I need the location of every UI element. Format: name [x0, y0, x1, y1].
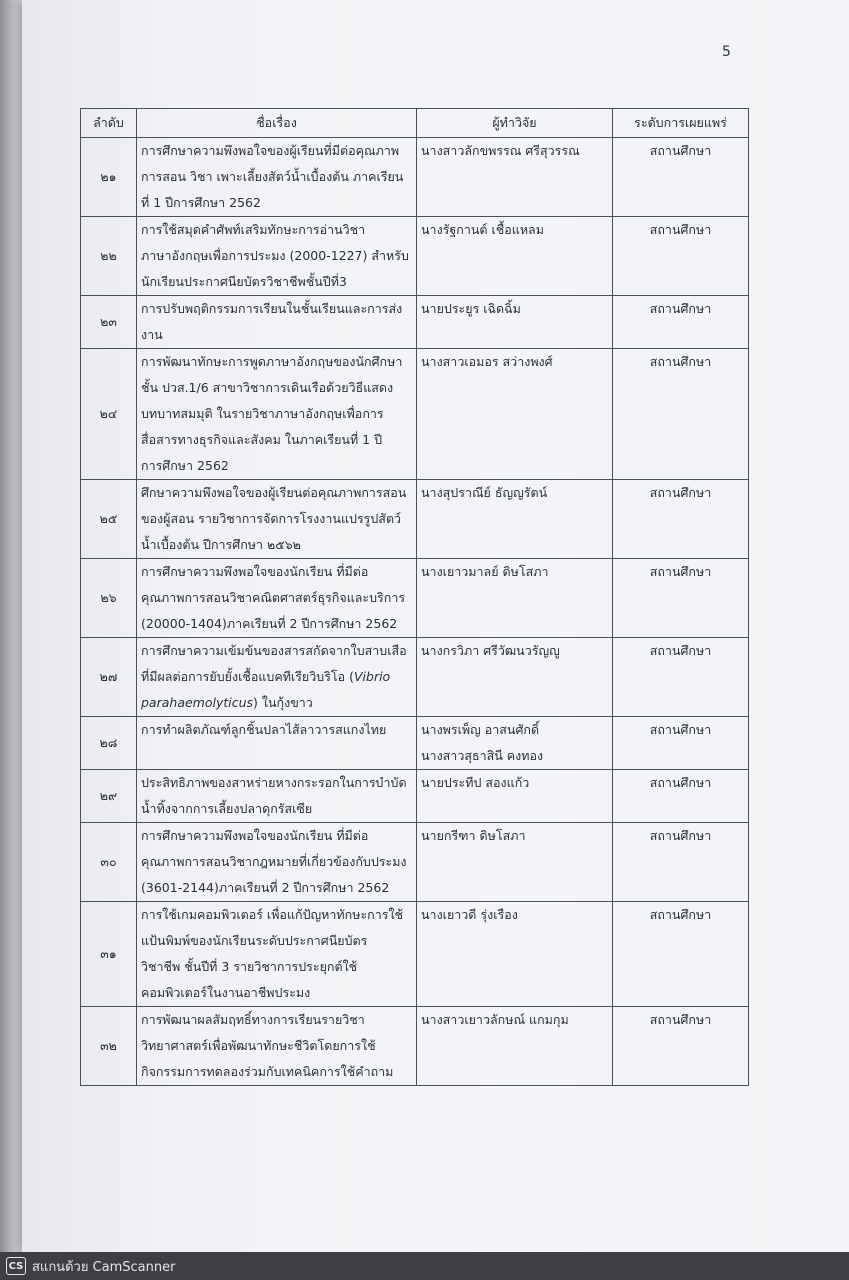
- publication-level: สถานศึกษา: [613, 480, 749, 559]
- researcher-line: นางสาวสุธาสินี คงทอง: [421, 748, 544, 763]
- publication-level: สถานศึกษา: [613, 559, 749, 638]
- table-row: [81, 296, 749, 349]
- researcher-line: นายกรีฑา ดิษโสภา: [421, 828, 526, 843]
- research-title: [137, 217, 417, 296]
- researcher-name: [417, 138, 613, 217]
- researcher-name: [417, 1007, 613, 1086]
- title-line: สื่อสารทางธุรกิจและสังคม ในภาคเรียนที่ 1 ปี: [141, 432, 383, 447]
- research-title: [137, 770, 417, 823]
- publication-level: สถานศึกษา: [613, 638, 749, 717]
- researcher-line: นางสาวเอมอร สว่างพงศ์: [421, 354, 553, 369]
- title-line: น้ำเบื้องต้น ปีการศึกษา ๒๕๖๒: [141, 537, 301, 552]
- table-header-row: [81, 109, 749, 138]
- title-line: กิจกรรมการทดลองร่วมกับเทคนิคการใช้คำถาม: [141, 1064, 394, 1079]
- researcher-name: [417, 902, 613, 1007]
- page-number: 5: [722, 44, 731, 60]
- title-line: (3601-2144)ภาคเรียนที่ 2 ปีการศึกษา 2562: [141, 880, 390, 895]
- title-line: (20000-1404)ภาคเรียนที่ 2 ปีการศึกษา 2562: [141, 616, 398, 631]
- title-line: การสอน วิชา เพาะเลี้ยงสัตว์น้ำเบื้องต้น ภาคเรียน: [141, 169, 404, 184]
- title-line: การใช้เกมคอมพิวเตอร์ เพื่อแก้ปัญหาทักษะการใช้: [141, 907, 404, 922]
- header-researcher: ผู้ทำวิจัย: [417, 109, 613, 138]
- title-line: ภาษาอังกฤษเพื่อการประมง (2000-1227) สำหรับ: [141, 248, 409, 263]
- table-row: [81, 217, 749, 296]
- row-number: ๒๓: [81, 296, 137, 349]
- title-line: ประสิทธิภาพของสาหร่ายหางกระรอกในการบำบัด: [141, 775, 407, 790]
- research-title: [137, 559, 417, 638]
- title-line: แป้นพิมพ์ของนักเรียนระดับประกาศนียบัตร: [141, 933, 368, 948]
- table-row: [81, 823, 749, 902]
- title-line: คุณภาพการสอนวิชาคณิตศาสตร์ธุรกิจและบริการ: [141, 590, 406, 605]
- title-line: น้ำทิ้งจากการเลี้ยงปลาดุกรัสเซีย: [141, 801, 313, 816]
- researcher-name: [417, 349, 613, 480]
- table-row: [81, 902, 749, 1007]
- research-title: [137, 638, 417, 717]
- title-line: การพัฒนาทักษะการพูดภาษาอังกฤษของนักศึกษา: [141, 354, 403, 369]
- research-table: [80, 108, 749, 1086]
- title-line: นักเรียนประกาศนียบัตรวิชาชีพชั้นปีที่3: [141, 274, 347, 289]
- title-line: ชั้น ปวส.1/6 สาขาวิชาการเดินเรือด้วยวิธีแสดง: [141, 380, 394, 395]
- title-line: คุณภาพการสอนวิชากฎหมายที่เกี่ยวข้องกับประมง: [141, 854, 407, 869]
- publication-level: สถานศึกษา: [613, 823, 749, 902]
- publication-level: สถานศึกษา: [613, 902, 749, 1007]
- header-no: ลำดับ: [81, 109, 137, 138]
- header-level: ระดับการเผยแพร่: [613, 109, 749, 138]
- publication-level: สถานศึกษา: [613, 349, 749, 480]
- row-number: ๒๒: [81, 217, 137, 296]
- scanner-footer: [0, 1252, 849, 1280]
- research-title: [137, 480, 417, 559]
- document-page: [22, 0, 849, 1252]
- row-number: ๒๘: [81, 717, 137, 770]
- header-title: ชื่อเรื่อง: [137, 109, 417, 138]
- researcher-name: [417, 638, 613, 717]
- research-title: [137, 138, 417, 217]
- research-title: [137, 1007, 417, 1086]
- table-row: [81, 638, 749, 717]
- publication-level: สถานศึกษา: [613, 296, 749, 349]
- row-number: ๒๙: [81, 770, 137, 823]
- publication-level: สถานศึกษา: [613, 770, 749, 823]
- title-line: การใช้สมุดคำศัพท์เสริมทักษะการอ่านวิชา: [141, 222, 366, 237]
- researcher-name: [417, 480, 613, 559]
- title-line: วิทยาศาสตร์เพื่อพัฒนาทักษะชีวิตโดยการใช้: [141, 1038, 376, 1053]
- title-line: บทบาทสมมุติ ในรายวิชาภาษาอังกฤษเพื่อการ: [141, 406, 384, 421]
- title-line: การศึกษาความพึงพอใจของนักเรียน ที่มีต่อ: [141, 828, 369, 843]
- row-number: ๒๑: [81, 138, 137, 217]
- title-line: การปรับพฤติกรรมการเรียนในชั้นเรียนและการส่ง: [141, 301, 403, 316]
- table-row: [81, 138, 749, 217]
- researcher-line: นางกรวิภา ศรีวัฒนวรัญญู: [421, 643, 560, 658]
- table-row: [81, 480, 749, 559]
- researcher-name: [417, 770, 613, 823]
- researcher-name: [417, 823, 613, 902]
- row-number: ๒๖: [81, 559, 137, 638]
- title-line: วิชาชีพ ชั้นปีที่ 3 รายวิชาการประยุกต์ใช้: [141, 959, 358, 974]
- publication-level: สถานศึกษา: [613, 217, 749, 296]
- title-line: การศึกษาความพึงพอใจของนักเรียน ที่มีต่อ: [141, 564, 369, 579]
- research-title: [137, 823, 417, 902]
- researcher-line: นายประยูร เฉิดฉิ้ม: [421, 301, 521, 316]
- title-line: ศึกษาความพึงพอใจของผู้เรียนต่อคุณภาพการสอน: [141, 485, 407, 500]
- table-row: [81, 559, 749, 638]
- researcher-line: นายประทีป สองแก้ว: [421, 775, 530, 790]
- research-title: [137, 296, 417, 349]
- row-number: ๓๐: [81, 823, 137, 902]
- researcher-name: [417, 217, 613, 296]
- row-number: ๒๔: [81, 349, 137, 480]
- table-row: [81, 717, 749, 770]
- title-line: ที่มีผลต่อการยับยั้งเชื้อแบคทีเรียวิบริโอ (Vibrio: [141, 669, 391, 684]
- title-line: การพัฒนาผลสัมฤทธิ์ทางการเรียนรายวิชา: [141, 1012, 365, 1027]
- table-row: [81, 770, 749, 823]
- row-number: ๒๗: [81, 638, 137, 717]
- table-body: [81, 138, 749, 1086]
- row-number: ๓๑: [81, 902, 137, 1007]
- title-line: การศึกษาความพึงพอใจของผู้เรียนที่มีต่อคุณภาพ: [141, 143, 400, 158]
- table-row: [81, 349, 749, 480]
- row-number: ๓๒: [81, 1007, 137, 1086]
- title-line: การศึกษาความเข้มข้นของสารสกัดจากใบสาบเสือ: [141, 643, 407, 658]
- title-line: การศึกษา 2562: [141, 458, 229, 473]
- research-title: [137, 349, 417, 480]
- researcher-name: [417, 559, 613, 638]
- research-title: [137, 717, 417, 770]
- title-line: parahaemolyticus) ในกุ้งขาว: [141, 695, 313, 710]
- title-line: ของผู้สอน รายวิชาการจัดการโรงงานแปรรูปสัตว์: [141, 511, 402, 526]
- researcher-line: นางเยาวดี รุ่งเรือง: [421, 907, 518, 922]
- researcher-line: นางสาวลักขพรรณ ศรีสุวรรณ: [421, 143, 580, 158]
- table-row: [81, 1007, 749, 1086]
- publication-level: สถานศึกษา: [613, 138, 749, 217]
- researcher-line: นางรัฐกานต์ เชื้อแหลม: [421, 222, 544, 237]
- research-title: [137, 902, 417, 1007]
- researcher-name: [417, 717, 613, 770]
- researcher-name: [417, 296, 613, 349]
- researcher-line: นางสุปราณีย์ ธัญญรัตน์: [421, 485, 548, 500]
- scanner-watermark-text: สแกนด้วย CamScanner: [32, 1259, 176, 1275]
- row-number: ๒๕: [81, 480, 137, 559]
- researcher-line: นางเยาวมาลย์ ดิษโสภา: [421, 564, 549, 579]
- title-line: คอมพิวเตอร์ในงานอาชีพประมง: [141, 985, 311, 1000]
- researcher-line: นางสาวเยาวลักษณ์ แกมกุม: [421, 1012, 569, 1027]
- title-line: การทำผลิตภัณฑ์ลูกชิ้นปลาไส้ลาวารสแกงไทย: [141, 722, 387, 737]
- publication-level: สถานศึกษา: [613, 717, 749, 770]
- camscanner-logo-icon: CS: [6, 1257, 26, 1275]
- researcher-line: นางพรเพ็ญ อาสนศักดิ์: [421, 722, 540, 737]
- title-line: ที่ 1 ปีการศึกษา 2562: [141, 195, 261, 210]
- title-line: งาน: [141, 327, 163, 342]
- publication-level: สถานศึกษา: [613, 1007, 749, 1086]
